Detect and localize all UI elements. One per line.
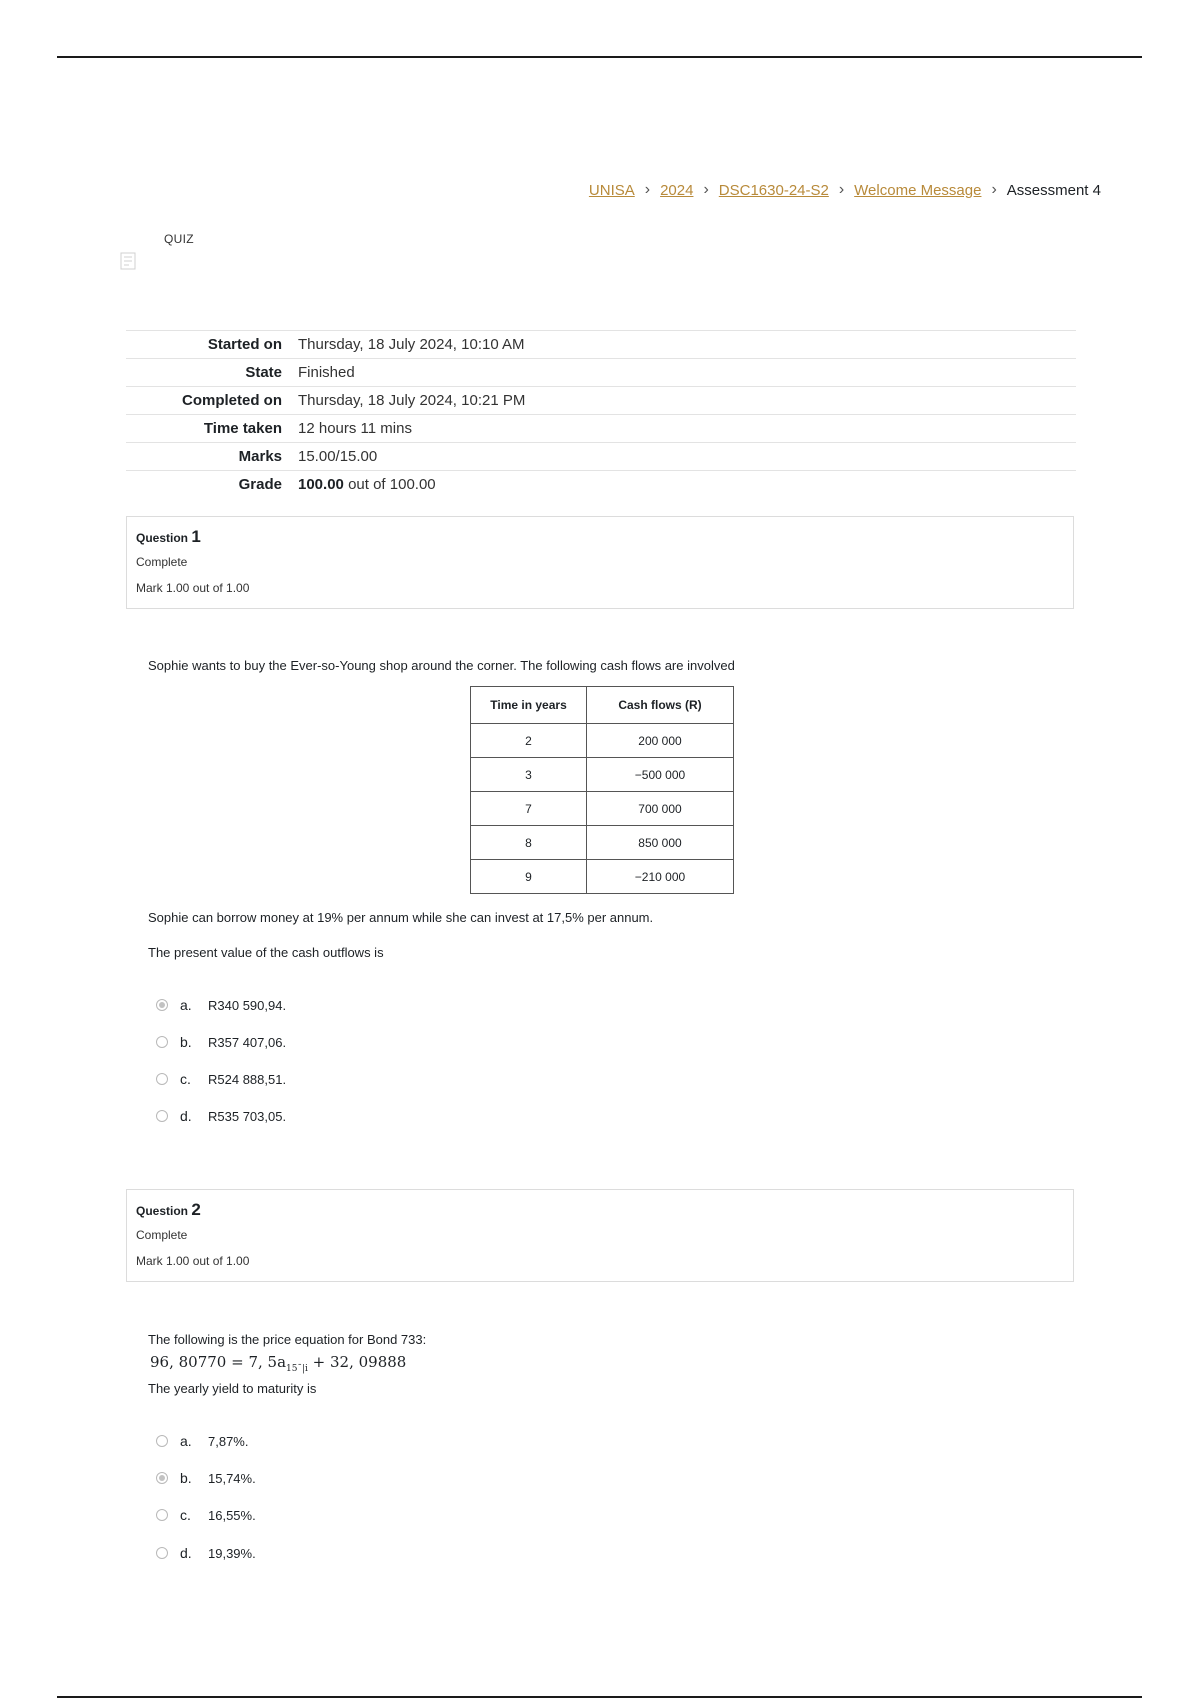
answer-option-b[interactable] <box>156 1470 256 1486</box>
table-cell: 8 <box>471 826 587 860</box>
table-cell: 200 000 <box>587 724 734 758</box>
answer-option-b[interactable] <box>156 1034 286 1050</box>
answer-text: R524 888,51. <box>208 1071 287 1087</box>
answer-text: R357 407,06. <box>208 1034 287 1050</box>
table-cell: 9 <box>471 860 587 894</box>
question-number <box>136 527 1064 547</box>
answer-letter: b. <box>180 1034 192 1050</box>
table-cell: −210 000 <box>587 860 734 894</box>
radio-button[interactable] <box>156 1509 168 1521</box>
summary-label: State <box>245 364 282 381</box>
question-info-box <box>126 1189 1074 1282</box>
answer-letter: a. <box>180 997 192 1013</box>
chevron-right-icon: › <box>644 181 651 198</box>
table-row <box>471 758 734 792</box>
question-label: Question <box>136 531 189 545</box>
grade-label: Grade <box>238 476 282 493</box>
radio-button[interactable] <box>156 1435 168 1447</box>
summary-value: 15.00/15.00 <box>298 448 378 465</box>
question-info-box <box>126 516 1074 609</box>
radio-button[interactable] <box>156 999 168 1011</box>
answer-option-d[interactable] <box>156 1545 256 1561</box>
chevron-right-icon: › <box>703 181 709 198</box>
summary-label: Marks <box>238 448 282 465</box>
answer-text: R340 590,94. <box>208 997 287 1013</box>
grade-score: 100.00 <box>298 476 344 493</box>
answer-text: 19,39%. <box>208 1545 256 1561</box>
question-intro: Sophie wants to buy the Ever-so-Young shop around the corner. The following cash flows are involved <box>148 658 735 673</box>
table-header-row <box>471 687 734 724</box>
answer-text: 7,87%. <box>208 1433 249 1449</box>
summary-row <box>126 331 1076 359</box>
question-number-value: 2 <box>191 1200 201 1219</box>
radio-button[interactable] <box>156 1547 168 1559</box>
answer-letter: d. <box>180 1108 192 1124</box>
table-row <box>471 792 734 826</box>
breadcrumb-link-welcome[interactable]: Welcome Message <box>854 181 982 199</box>
question-prompt: The present value of the cash outflows is <box>148 945 384 960</box>
summary-row <box>126 415 1076 443</box>
question-state: Complete <box>136 1228 188 1242</box>
answer-text: 16,55%. <box>208 1507 256 1523</box>
radio-button[interactable] <box>156 1073 168 1085</box>
table-cell: 700 000 <box>587 792 734 826</box>
answer-option-c[interactable] <box>156 1507 256 1523</box>
chevron-right-icon: › <box>838 181 845 198</box>
question-state: Complete <box>136 555 188 569</box>
radio-button[interactable] <box>156 1110 168 1122</box>
page-bottom-rule <box>57 1696 1142 1698</box>
summary-value: Finished <box>298 364 355 381</box>
table-cell: 7 <box>471 792 587 826</box>
answer-letter: a. <box>180 1433 192 1449</box>
quiz-label: QUIZ <box>164 232 194 246</box>
price-equation <box>150 1353 406 1374</box>
answer-option-d[interactable] <box>156 1108 286 1124</box>
question-intro: The following is the price equation for Bond 733: <box>148 1332 427 1347</box>
breadcrumb-current: Assessment 4 <box>1006 181 1101 199</box>
breadcrumb <box>589 181 1101 199</box>
grade-value <box>298 471 1076 499</box>
table-cell: 850 000 <box>587 826 734 860</box>
equation-subscript: 15¯|i <box>286 1364 308 1374</box>
question-label: Question <box>136 1204 189 1218</box>
answer-option-c[interactable] <box>156 1071 286 1087</box>
question-mark: Mark 1.00 out of 1.00 <box>136 581 250 595</box>
summary-value: Thursday, 18 July 2024, 10:10 AM <box>298 336 525 353</box>
column-header: Cash flows (R) <box>587 687 734 724</box>
summary-value: 12 hours 11 mins <box>298 420 412 437</box>
equation-left: 96, 80770 = 7, 5a <box>150 1353 287 1371</box>
question-number <box>136 1200 1064 1220</box>
table-row <box>471 826 734 860</box>
table-row <box>471 860 734 894</box>
answer-letter: c. <box>180 1071 191 1087</box>
summary-label: Completed on <box>182 392 282 409</box>
chevron-right-icon: › <box>991 181 997 198</box>
equation-right: + 32, 09888 <box>307 1353 407 1371</box>
cash-flow-table <box>470 686 734 894</box>
answer-letter: b. <box>180 1470 192 1486</box>
table-cell: 3 <box>471 758 587 792</box>
table-cell: 2 <box>471 724 587 758</box>
question-mark: Mark 1.00 out of 1.00 <box>136 1254 250 1268</box>
summary-row <box>126 359 1076 387</box>
question-text: Sophie can borrow money at 19% per annum while she can invest at 17,5% per annum. <box>148 910 654 925</box>
table-cell: −500 000 <box>587 758 734 792</box>
summary-label: Time taken <box>203 420 282 437</box>
answer-option-a[interactable] <box>156 1433 248 1449</box>
summary-row <box>126 387 1076 415</box>
answer-letter: d. <box>180 1545 192 1561</box>
table-row <box>471 724 734 758</box>
answer-text: R535 703,05. <box>208 1108 287 1124</box>
summary-label: Started on <box>207 336 282 353</box>
quiz-icon <box>119 251 139 271</box>
radio-button[interactable] <box>156 1472 168 1484</box>
attempt-summary-table <box>126 330 1076 498</box>
question-prompt: The yearly yield to maturity is <box>148 1381 317 1396</box>
radio-button[interactable] <box>156 1036 168 1048</box>
breadcrumb-link-unisa[interactable]: UNISA <box>588 181 635 199</box>
breadcrumb-link-year[interactable]: 2024 <box>660 181 694 199</box>
answer-option-a[interactable] <box>156 997 286 1013</box>
question-number-value: 1 <box>191 527 201 546</box>
summary-value: Thursday, 18 July 2024, 10:21 PM <box>298 392 526 409</box>
answer-text: 15,74%. <box>208 1470 256 1486</box>
answer-letter: c. <box>180 1507 191 1523</box>
summary-row <box>126 471 1076 499</box>
summary-row <box>126 443 1076 471</box>
page-top-rule <box>57 56 1142 58</box>
grade-suffix: out of 100.00 <box>348 476 436 493</box>
column-header: Time in years <box>471 687 587 724</box>
breadcrumb-link-course[interactable]: DSC1630-24-S2 <box>718 181 829 199</box>
